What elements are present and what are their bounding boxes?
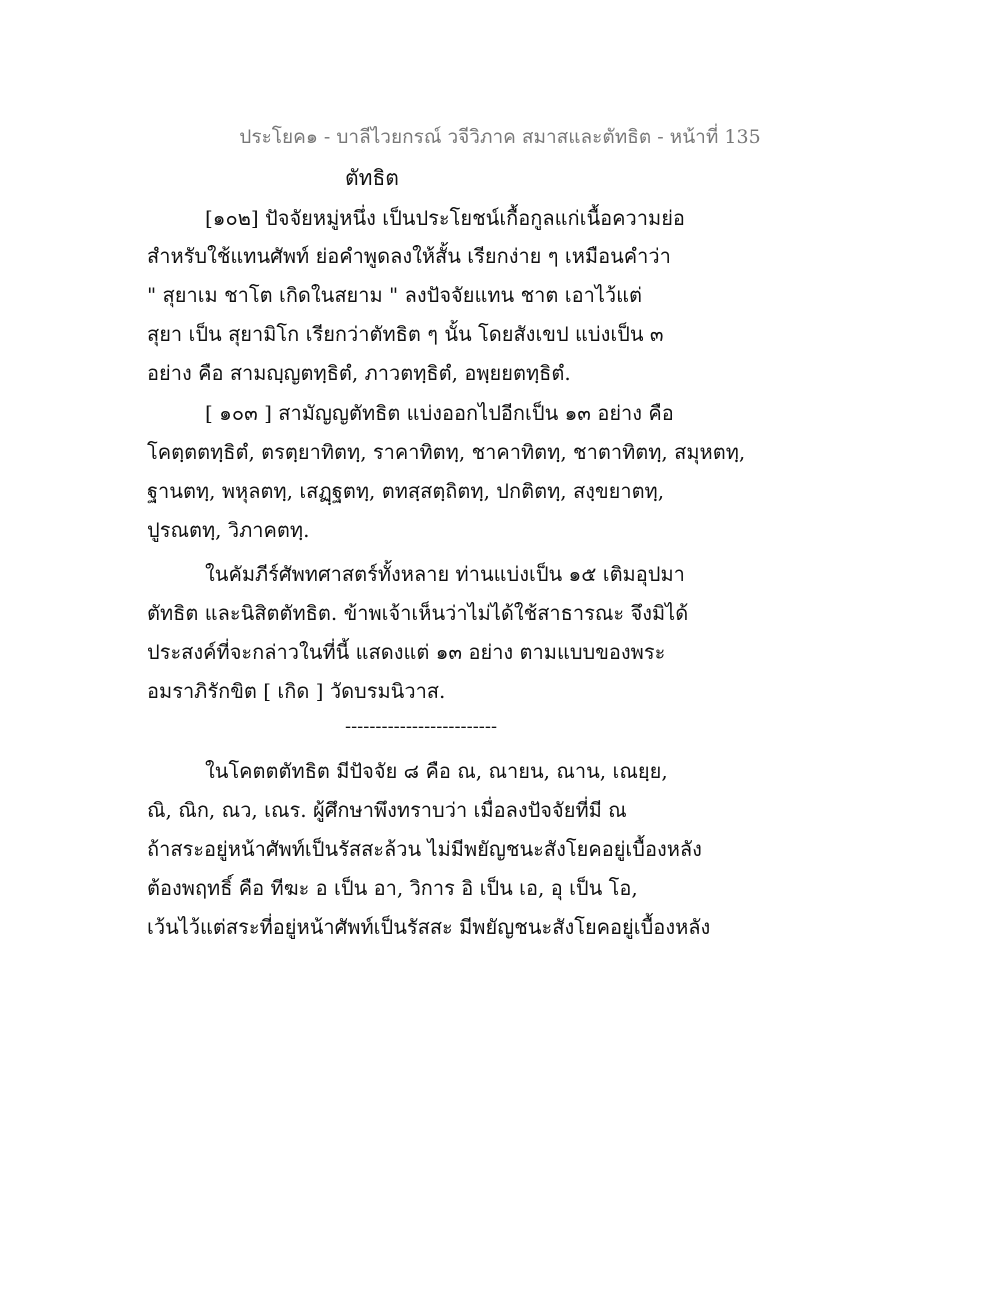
paragraph-102-line-2: สำหรับใช้แทนศัพท์ ย่อคำพูดลงให้สั้น เรียกง่าย ๆ เหมือนคำว่า xyxy=(147,244,671,268)
paragraph-102-line-1: [๑๐๒] ปัจจัยหมู่หนึ่ง เป็นประโยชน์เกื้อกูลแก่เนื้อความย่อ xyxy=(205,206,685,230)
paragraph-kamphi-line-2: ตัทธิต และนิสิตตัทธิต. ข้าพเจ้าเห็นว่าไม่ได้ใช้สาธารณะ จึงมิได้ xyxy=(147,601,689,625)
paragraph-kamphi-line-4: อมราภิรักขิต [ เกิด ] วัดบรมนิวาส. xyxy=(147,679,446,703)
paragraph-gotta-line-1: ในโคตตตัทธิต มีปัจจัย ๘ คือ ณ, ณายน, ณาน, เณยฺย, xyxy=(205,759,668,783)
paragraph-102-line-4: สุยา เป็น สุยามิโก เรียกว่าตัทธิต ๆ นั้น โดยสังเขป แบ่งเป็น ๓ xyxy=(147,322,664,346)
paragraph-103-line-3: ฐานตทฺ, พหุลตทฺ, เสฏฺฐตทฺ, ตทสฺสตฺถิตทฺ, ปกติตทฺ, สงฺขยาตทฺ, xyxy=(147,479,665,503)
paragraph-103-line-1: [ ๑๐๓ ] สามัญญตัทธิต แบ่งออกไปอีกเป็น ๑๓ อย่าง คือ xyxy=(205,401,674,425)
paragraph-kamphi-line-3: ประสงค์ที่จะกล่าวในที่นี้ แสดงแต่ ๑๓ อย่าง ตามแบบของพระ xyxy=(147,640,666,664)
paragraph-kamphi-line-1: ในคัมภีร์ศัพทศาสตร์ทั้งหลาย ท่านแบ่งเป็น ๑๕ เติมอุปมา xyxy=(205,562,685,586)
paragraph-102-line-3: " สุยาเม ชาโต เกิดในสยาม " ลงปัจจัยแทน ชาต เอาไว้แต่ xyxy=(147,283,642,307)
running-header: ประโยค๑ - บาลีไวยกรณ์ วจีวิภาค สมาสและตัทธิต - หน้าที่ 135 xyxy=(239,126,761,148)
paragraph-103-line-4: ปูรณตทฺ, วิภาคตทฺ. xyxy=(147,518,310,542)
paragraph-gotta-line-4: ต้องพฤทธิ์ คือ ทีฆะ อ เป็น อา, วิการ อิ เป็น เอ, อุ เป็น โอ, xyxy=(147,876,638,900)
paragraph-gotta-line-5: เว้นไว้แต่สระที่อยู่หน้าศัพท์เป็นรัสสะ มีพยัญชนะสังโยคอยู่เบื้องหลัง xyxy=(147,915,711,939)
section-title: ตัทธิต xyxy=(345,166,399,190)
paragraph-102-line-5: อย่าง คือ สามญฺญตทฺธิตํ, ภาวตทฺธิตํ, อพฺยยตทฺธิตํ. xyxy=(147,361,571,385)
paragraph-gotta-line-2: ณิ, ณิก, ณว, เณร. ผู้ศึกษาพึงทราบว่า เมื่อลงปัจจัยที่มี ณ xyxy=(147,798,627,822)
paragraph-103-line-2: โคตฺตตทฺธิตํ, ตรตฺยาทิตทฺ, ราคาทิตทฺ, ชาคาทิตทฺ, ชาตาทิตทฺ, สมุหตทฺ, xyxy=(147,440,746,464)
section-divider: ------------------------- xyxy=(345,716,498,737)
paragraph-gotta-line-3: ถ้าสระอยู่หน้าศัพท์เป็นรัสสะล้วน ไม่มีพยัญชนะสังโยคอยู่เบื้องหลัง xyxy=(147,837,702,861)
